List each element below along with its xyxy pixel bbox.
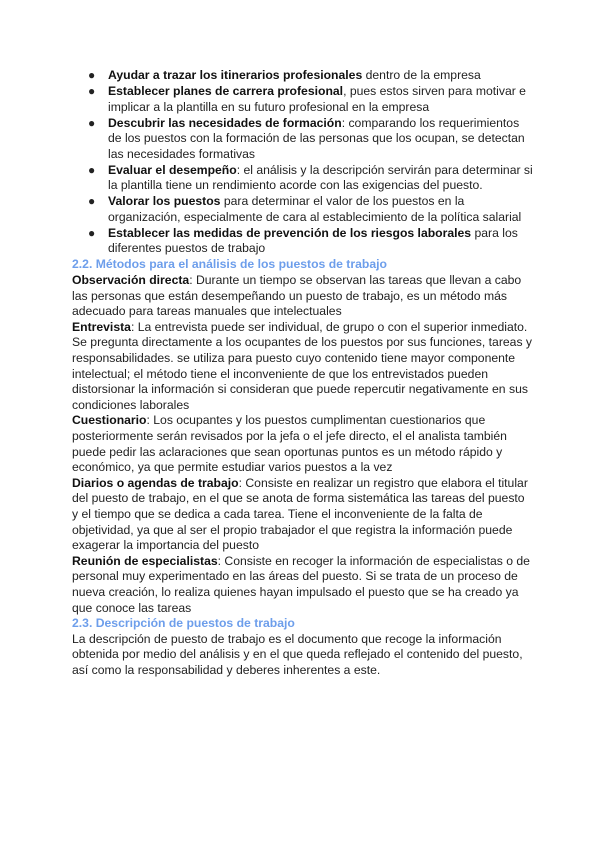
bullet-icon: ● <box>88 162 96 177</box>
section-2-3-text: La descripción de puesto de trabajo es el documento que recoge la información obtenida por medio del análisis y en el que queda reflejado el contenido del puesto, así como la responsabilidad y deberes inherentes a este. <box>72 631 523 677</box>
method-entrevista: Entrevista: La entrevista puede ser individual, de grupo o con el superior inmediato. Se pregunta directamente a los ocupantes de los puestos por sus funciones, tareas y responsabilidades. se utiliza para puesto cuyo contenido tiene mayor componente intelectual; el método tiene el inconveniente de que los entrevistados pueden distorsionar la información si consideran que puede repercutir negativamente en sus condiciones laborales <box>72 319 533 412</box>
bullet-icon: ● <box>88 68 96 82</box>
list-item: ● Descubrir las necesidades de formación: comparando los requerimientos de los puestos con la formación de las personas que los ocupan, se detectan las necesidades formativas <box>88 115 525 161</box>
bullet-icon: ● <box>88 83 96 98</box>
list-item: ● Establecer planes de carrera profesional, pues estos sirven para motivar e implicar a la plantilla en su futuro profesional en la empresa <box>88 83 526 114</box>
bullet-list <box>72 68 534 257</box>
bullet-icon: ● <box>88 225 96 240</box>
method-observacion: Observación directa: Durante un tiempo se observan las tareas que llevan a cabo las personas que están desempeñando un puesto de trabajo, es un método más adecuado para tareas manuales que intelectuales <box>72 273 522 319</box>
list-item: ● Ayudar a trazar los itinerarios profesionales dentro de la empresa <box>88 68 481 82</box>
section-heading-2-3: 2.3. Descripción de puestos de trabajo <box>72 616 295 631</box>
bullet-icon: ● <box>88 115 96 130</box>
section-heading-2-2: 2.2. Métodos para el análisis de los puestos de trabajo <box>72 257 387 272</box>
list-item: ● Establecer las medidas de prevención de los riesgos laborales para los diferentes puestos de trabajo <box>88 225 518 256</box>
document-page <box>72 68 534 679</box>
list-item: ● Valorar los puestos para determinar el valor de los puestos en la organización, especialmente de cara al establecimiento de la política salarial <box>88 194 522 224</box>
method-cuestionario: Cuestionario: Los ocupantes y los puestos cumplimentan cuestionarios que posteriormente serán revisados por la jefa o el jefe directo, el el analista también puede pedir las aclaraciones que sean oportunas puntos es un método rápido y económico, ya que permite estudiar varios puestos a la vez <box>72 413 507 475</box>
list-item: ● Evaluar el desempeño: el análisis y la descripción servirán para determinar si la plantilla tiene un rendimiento acorde con las exigencias del puesto. <box>88 162 533 193</box>
bullet-icon: ● <box>88 194 96 209</box>
method-diarios: Diarios o agendas de trabajo: Consiste en realizar un registro que elabora el titular del puesto de trabajo, en el que se anota de forma sistemática las tareas del puesto y el tiempo que se dedica a cada tarea. Tiene el inconveniente de la falta de objetividad, ya que al ser el propio trabajador el que registra la información puede exagerar la importancia del puesto <box>72 475 528 553</box>
method-reunion: Reunión de especialistas: Consiste en recoger la información de especialistas o de personal muy experimentado en las áreas del puesto. Si se trata de un proceso de nueva creación, lo realiza quienes hayan impulsado el puesto que se ha creado ya que conoce las tareas <box>72 553 530 615</box>
